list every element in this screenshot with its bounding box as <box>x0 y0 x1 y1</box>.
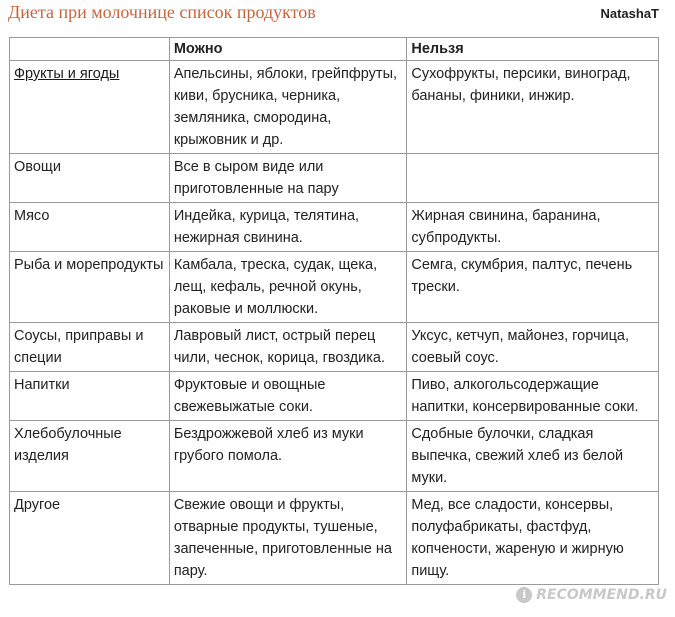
forbidden-cell: Пиво, алкогольсодержащие напитки, консервированные соки. <box>407 372 659 421</box>
forbidden-cell: Семга, скумбрия, палтус, печень трески. <box>407 252 659 323</box>
table-header-row <box>10 38 659 61</box>
table-row <box>10 492 659 585</box>
products-table <box>9 37 659 585</box>
allowed-cell: Фруктовые и овощные свежевыжатые соки. <box>169 372 407 421</box>
forbidden-cell: Уксус, кетчуп, майонез, горчица, соевый соус. <box>407 323 659 372</box>
table-row <box>10 323 659 372</box>
column-header-allowed: Можно <box>169 38 407 61</box>
category-cell: Соусы, приправы и специи <box>10 323 170 372</box>
allowed-cell: Индейка, курица, телятина, нежирная свинина. <box>169 203 407 252</box>
table-row <box>10 372 659 421</box>
allowed-cell: Апельсины, яблоки, грейпфруты, киви, брусника, черника, земляника, смородина, крыжовник и др. <box>169 61 407 154</box>
allowed-cell: Бездрожжевой хлеб из муки грубого помола. <box>169 421 407 492</box>
column-header-forbidden: Нельзя <box>407 38 659 61</box>
watermark <box>516 587 667 603</box>
allowed-cell: Свежие овощи и фрукты, отварные продукты, тушеные, запеченные, приготовленные на пару. <box>169 492 407 585</box>
category-cell: Напитки <box>10 372 170 421</box>
table-row <box>10 61 659 154</box>
forbidden-cell: Сухофрукты, персики, виноград, бананы, финики, инжир. <box>407 61 659 154</box>
category-cell: Другое <box>10 492 170 585</box>
category-cell: Мясо <box>10 203 170 252</box>
category-cell: Хлебобулочные изделия <box>10 421 170 492</box>
category-link[interactable]: Фрукты и ягоды <box>14 66 120 82</box>
table-row <box>10 154 659 203</box>
recommend-logo-icon: i <box>516 587 532 603</box>
table-row <box>10 203 659 252</box>
allowed-cell: Камбала, треска, судак, щека, лещ, кефаль, речной окунь, раковые и моллюски. <box>169 252 407 323</box>
watermark-text: RECOMMEND.RU <box>536 587 667 603</box>
page-title: Диета при молочнице список продуктов <box>8 2 316 22</box>
allowed-cell: Все в сыром виде или приготовленные на пару <box>169 154 407 203</box>
author-name: NatashaT <box>600 6 659 21</box>
column-header-category <box>10 38 170 61</box>
category-cell: Рыба и морепродукты <box>10 252 170 323</box>
forbidden-cell <box>407 154 659 203</box>
table-row <box>10 252 659 323</box>
allowed-cell: Лавровый лист, острый перец чили, чеснок, корица, гвоздика. <box>169 323 407 372</box>
forbidden-cell: Жирная свинина, баранина, субпродукты. <box>407 203 659 252</box>
forbidden-cell: Сдобные булочки, сладкая выпечка, свежий хлеб из белой муки. <box>407 421 659 492</box>
forbidden-cell: Мед, все сладости, консервы, полуфабрикаты, фастфуд, копчености, жареную и жирную пищу. <box>407 492 659 585</box>
table-row <box>10 421 659 492</box>
category-cell[interactable] <box>10 61 170 154</box>
category-cell: Овощи <box>10 154 170 203</box>
